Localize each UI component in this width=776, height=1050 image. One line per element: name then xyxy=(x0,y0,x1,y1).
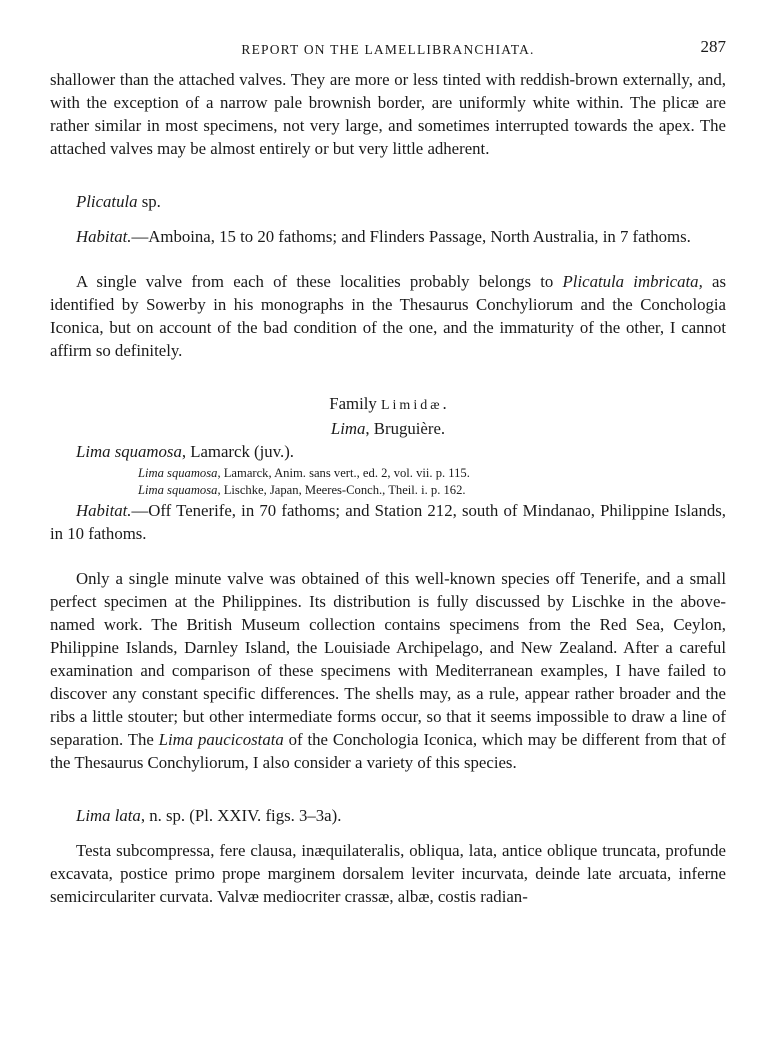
page-body xyxy=(50,68,726,908)
family-suffix: . xyxy=(442,394,447,413)
family-prefix: Family xyxy=(329,394,381,413)
species-author: , Lamarck (juv.). xyxy=(181,442,294,461)
species-name: Lima lata xyxy=(76,806,141,825)
lima-squamosa-heading xyxy=(50,440,726,463)
family-name: Limidæ xyxy=(380,398,443,413)
habitat-label: Habitat. xyxy=(76,227,132,246)
species-name: Lima squamosa xyxy=(76,442,182,461)
family-heading xyxy=(50,392,726,417)
habitat-text: —Amboina, 15 to 20 fathoms; and Flinders Passage, North Australia, in 7 fathoms. xyxy=(131,227,691,246)
species-heading-rest: , n. sp. (Pl. XXIV. figs. 3–3a). xyxy=(140,806,342,825)
paragraph-text: A single valve from each of these localities probably belongs to xyxy=(76,272,563,291)
intro-paragraph: shallower than the attached valves. They are more or less tinted with reddish-brown externally, and, with the exception of a narrow pale brownish border, are uniformly white within. The plicæ are rather similar in most specimens, not very large, and sometimes interrupted towards the apex. The attached valves may be almost entirely or but very little adherent. xyxy=(50,70,726,158)
running-header xyxy=(50,37,726,68)
reference-line xyxy=(138,482,726,499)
plicatula-heading xyxy=(50,190,726,213)
species-name: Plicatula imbricata, xyxy=(562,272,703,291)
paragraph-text: Only a single minute valve was obtained of this well-known species off Tenerife, and a small perfect specimen at the Philippines. Its distribution is fully discussed by Lischke in the above-named work. The British Museum collection contains specimens from the Red Sea, Ceylon, Philippine Islands, Darnley Island, the Louisiade Archipelago, and New Zealand. After a careful examination and comparison of these specimens with Mediterranean examples, I have failed to discover any constant specific differences. The shells may, as a rule, appear rather broader and the ribs a little stouter; but other intermediate forms occur, so that it seems impossible to draw a line of separation. The xyxy=(50,569,726,749)
paragraph-text: as identified by Sowerby in his monographs in the Thesaurus Conchyliorum and the Conchologia Iconica, but on account of the bad condition of the one, and the immaturity of the other, I cannot affirm so definitely. xyxy=(50,272,726,360)
reference-species: Lima squamosa xyxy=(138,483,218,497)
species-name: Lima paucicostata xyxy=(158,730,284,749)
genus-name: Lima xyxy=(330,419,366,438)
genus-heading xyxy=(50,417,726,440)
genus-author: , Bruguière. xyxy=(365,419,446,438)
plicatula-genus: Plicatula xyxy=(76,192,138,211)
lima-squamosa-paragraph xyxy=(50,567,726,774)
page-number: 287 xyxy=(700,37,726,56)
paragraph-text: of the Conchologia Iconica, which may be different from that of the Thesaurus Conchyliorum, I also consider a variety of this species. xyxy=(50,730,726,772)
lima-lata-latin-description: Testa subcompressa, fere clausa, inæquilateralis, obliqua, lata, antice oblique truncata, profunde excavata, postice primo prope marginem dorsalem leviter incurvata, deinde late arcuata, inferne semicirculariter curvata. Valvæ mediocriter crassæ, albæ, costis radian- xyxy=(50,841,726,906)
habitat-label: Habitat. xyxy=(76,501,132,520)
reference-species: Lima squamosa xyxy=(138,466,218,480)
lima-lata-heading xyxy=(50,804,726,827)
plicatula-suffix: sp. xyxy=(137,192,161,211)
synonymy-references xyxy=(50,465,726,499)
habitat-text: —Off Tenerife, in 70 fathoms; and Station 212, south of Mindanao, Philippine Islands, in 10 fathoms. xyxy=(50,501,726,543)
plicatula-habitat xyxy=(50,225,726,248)
reference-text: , Lamarck, Anim. sans vert., ed. 2, vol. vii. p. 115. xyxy=(217,466,470,480)
plicatula-paragraph xyxy=(50,270,726,362)
running-title: REPORT ON THE LAMELLIBRANCHIATA. xyxy=(241,42,535,57)
lima-squamosa-habitat xyxy=(50,499,726,545)
reference-line xyxy=(138,465,726,482)
reference-text: , Lischke, Japan, Meeres-Conch., Theil. i. p. 162. xyxy=(217,483,466,497)
